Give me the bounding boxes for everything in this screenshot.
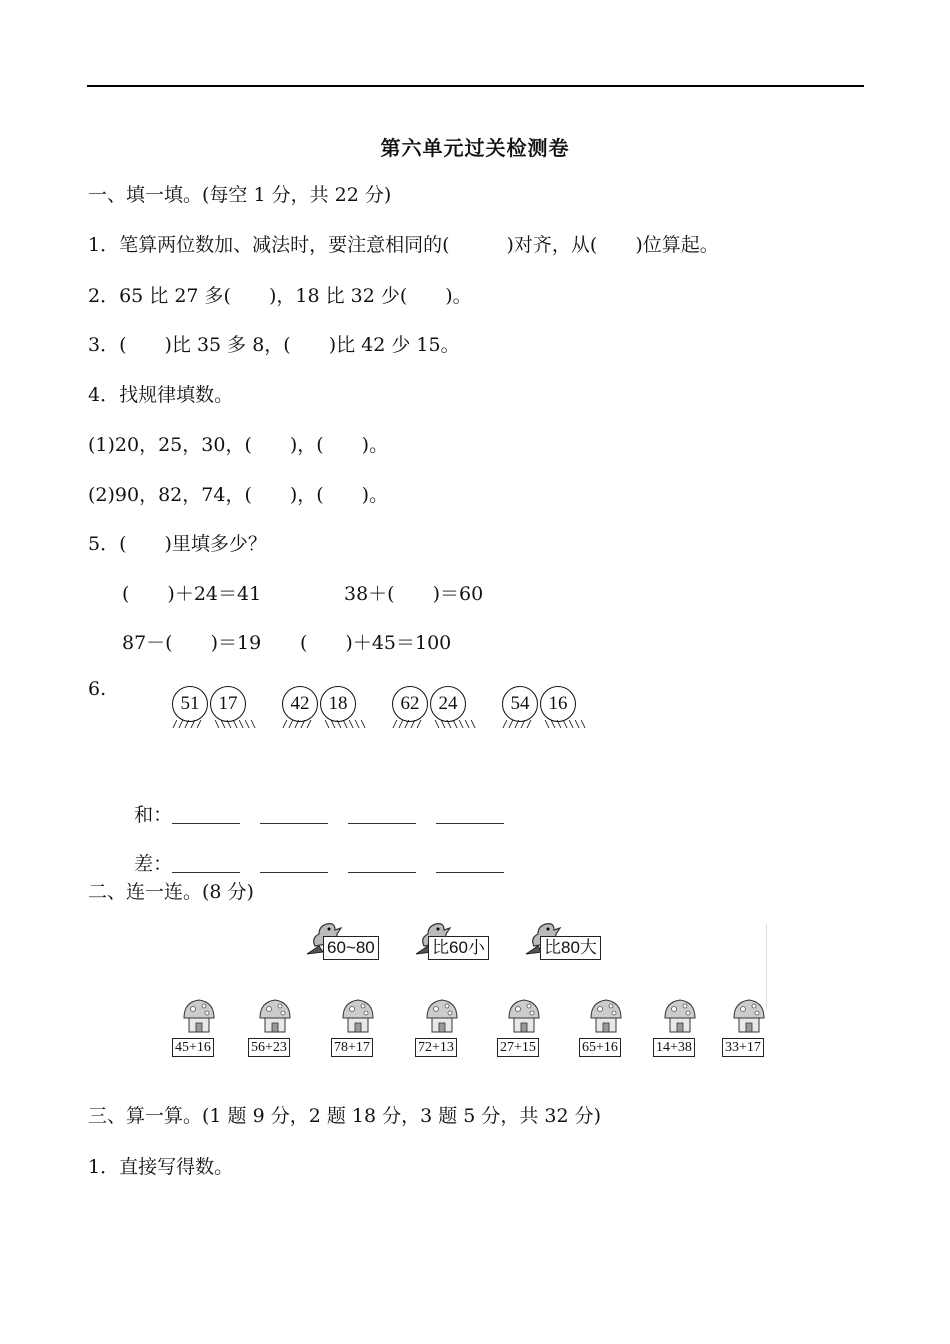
section3-question-1: 1．直接写得数。 [88,1156,234,1178]
mushroom-house-icon [182,998,216,1034]
mushroom-house-icon [663,998,697,1034]
mushroom-house [653,998,709,1060]
range-sign[interactable]: 60~80 [323,936,379,960]
range-sign[interactable]: 比60小 [428,936,489,960]
difference-label: 差： [134,853,173,875]
mushroom-house [248,998,304,1060]
number-circle: 54 [502,686,538,722]
number-circle: 24 [430,686,466,722]
section3-header: 三、算一算。(1 题 9 分，2 题 18 分，3 题 5 分，共 32 分) [88,1105,602,1127]
equation-d: ( )＋45＝100 [300,632,452,654]
question-2: 2．65 比 27 多( )，18 比 32 少( )。 [88,285,472,307]
number-circle: 16 [540,686,576,722]
question-4: 4．找规律填数。 [88,384,234,406]
expression-label[interactable]: 45+16 [172,1038,214,1057]
legs-decoration: ///// \\\\\\\ [392,719,477,730]
sum-row [122,778,524,827]
question-4-part-2: (2)90，82，74，( )，( )。 [88,484,389,506]
question-3: 3．( )比 35 多 8，( )比 42 少 15。 [88,334,460,356]
expression-label[interactable]: 14+38 [653,1038,695,1057]
equation-b: 38＋( )＝60 [344,583,484,605]
expression-label[interactable]: 65+16 [579,1038,621,1057]
number-circle: 17 [210,686,246,722]
legs-decoration: ///// \\\\\\\ [172,719,257,730]
top-rule [87,85,864,87]
number-circle: 18 [320,686,356,722]
answer-blank[interactable] [436,809,504,824]
number-circle: 42 [282,686,318,722]
legs-decoration: ///// \\\\\\\ [502,719,587,730]
answer-blank[interactable] [260,809,328,824]
answer-blank[interactable] [348,809,416,824]
expression-label[interactable]: 27+15 [497,1038,539,1057]
question-4-part-1: (1)20，25，30，( )，( )。 [88,434,389,456]
section1-header: 一、填一填。(每空 1 分，共 22 分) [88,184,392,206]
number-pair [392,683,482,743]
mushroom-house [722,998,778,1060]
mushroom-house [331,998,387,1060]
section2-header: 二、连一连。(8 分) [88,881,254,903]
equation-a: ( )＋24＝41 [122,583,262,605]
mushroom-house-icon [425,998,459,1034]
expression-label[interactable]: 33+17 [722,1038,764,1057]
question-6: 6. [88,678,107,700]
sum-label: 和： [134,804,173,826]
page-title: 第六单元过关检测卷 [380,136,570,160]
range-sign[interactable]: 比80大 [540,936,601,960]
expression-label[interactable]: 78+17 [331,1038,373,1057]
number-circle: 62 [392,686,428,722]
question-5: 5．( )里填多少？ [88,533,267,555]
answer-blank[interactable] [172,858,240,873]
mushroom-house [579,998,635,1060]
answer-blank[interactable] [348,858,416,873]
expression-label[interactable]: 56+23 [248,1038,290,1057]
answer-blank[interactable] [436,858,504,873]
number-pairs [168,683,608,743]
number-pair [282,683,372,743]
number-pair [172,683,262,743]
answer-blank[interactable] [260,858,328,873]
equation-c: 87－( )＝19 [122,632,262,654]
mushroom-house-icon [341,998,375,1034]
mushroom-house [415,998,471,1060]
difference-row [122,827,524,876]
number-circle: 51 [172,686,208,722]
mushroom-house-icon [589,998,623,1034]
mushroom-house-icon [507,998,541,1034]
mushroom-house [497,998,553,1060]
question-1: 1．笔算两位数加、减法时，要注意相同的( )对齐，从( )位算起。 [88,234,719,256]
mushroom-house-icon [732,998,766,1034]
mushroom-house-icon [258,998,292,1034]
legs-decoration: ///// \\\\\\\ [282,719,367,730]
number-pair [502,683,592,743]
mushroom-house [172,998,228,1060]
answer-blank[interactable] [172,809,240,824]
expression-label[interactable]: 72+13 [415,1038,457,1057]
